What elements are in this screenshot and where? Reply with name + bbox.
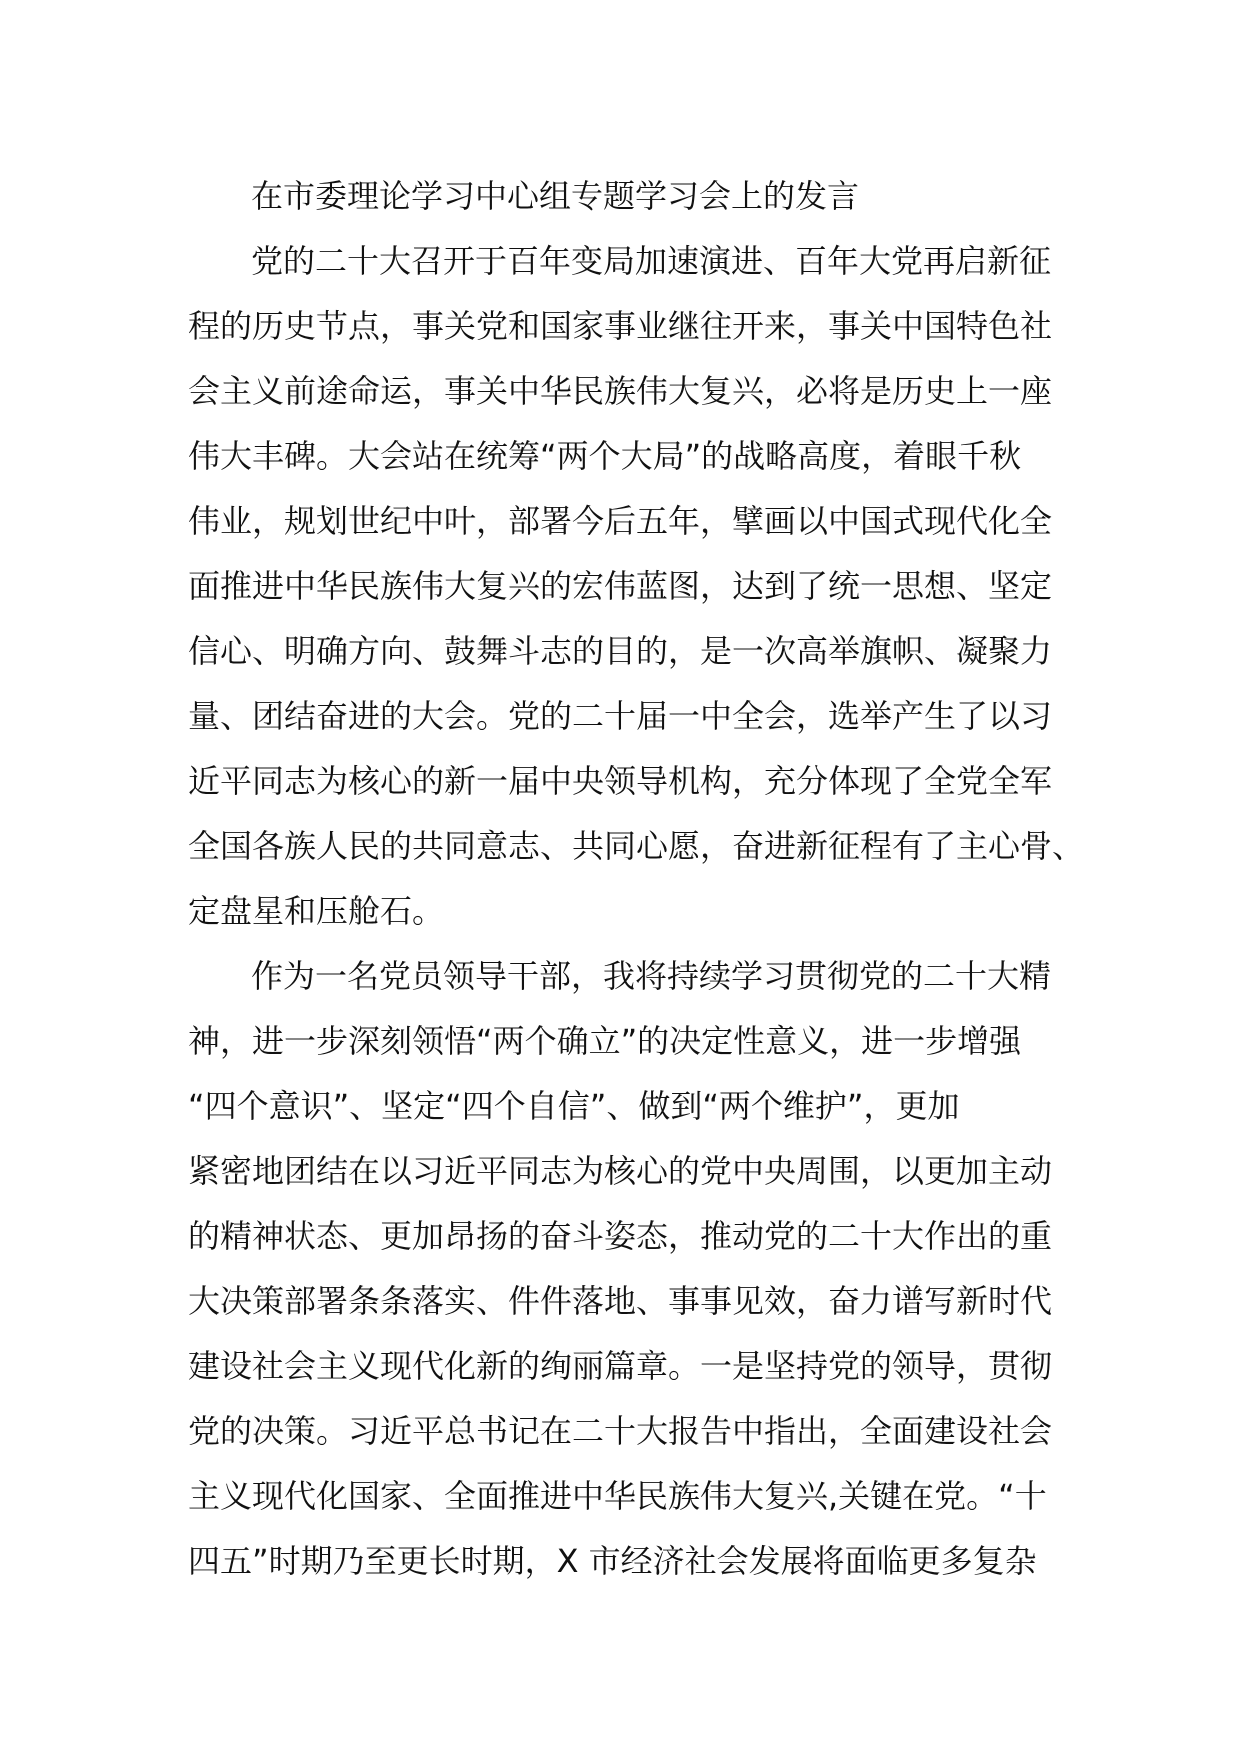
paragraph-line: 伟大丰碑。大会站在统筹“两个大局”的战略高度，着眼千秋 bbox=[188, 437, 1022, 475]
paragraph-line: 四五”时期乃至更长时期，X 市经济社会发展将面临更多复杂 bbox=[188, 1542, 1037, 1580]
paragraph-line: 定盘星和压舱石。 bbox=[188, 892, 445, 930]
paragraph-line: 作为一名党员领导干部，我将持续学习贯彻党的二十大精 bbox=[251, 957, 1052, 995]
paragraph-line: 程的历史节点，事关党和国家事业继往开来，事关中国特色社 bbox=[188, 307, 1053, 345]
paragraph-line: 建设社会主义现代化新的绚丽篇章。一是坚持党的领导，贯彻 bbox=[188, 1347, 1053, 1385]
document-title: 在市委理论学习中心组专题学习会上的发言 bbox=[251, 177, 860, 215]
paragraph-2 bbox=[188, 944, 1068, 1594]
paragraph-line: 会主义前途命运，事关中华民族伟大复兴，必将是历史上一座 bbox=[188, 372, 1053, 410]
paragraph-line: 信心、明确方向、鼓舞斗志的目的，是一次高举旗帜、凝聚力 bbox=[188, 632, 1053, 670]
paragraph-line: “四个意识”、坚定“四个自信”、做到“两个维护”，更加 bbox=[188, 1087, 960, 1125]
paragraph-1 bbox=[188, 229, 1085, 944]
paragraph-line: 大决策部署条条落实、件件落地、事事见效，奋力谱写新时代 bbox=[188, 1282, 1053, 1320]
paragraph-line: 量、团结奋进的大会。党的二十届一中全会，选举产生了以习 bbox=[188, 697, 1053, 735]
paragraph-line: 近平同志为核心的新一届中央领导机构，充分体现了全党全军 bbox=[188, 762, 1053, 800]
paragraph-line: 全国各族人民的共同意志、共同心愿，奋进新征程有了主心骨、 bbox=[188, 827, 1085, 865]
paragraph-line: 面推进中华民族伟大复兴的宏伟蓝图，达到了统一思想、坚定 bbox=[188, 567, 1053, 605]
paragraph-line: 党的决策。习近平总书记在二十大报告中指出，全面建设社会 bbox=[188, 1412, 1053, 1450]
paragraph-line: 神，进一步深刻领悟“两个确立”的决定性意义，进一步增强 bbox=[188, 1022, 1022, 1060]
paragraph-line: 的精神状态、更加昂扬的奋斗姿态，推动党的二十大作出的重 bbox=[188, 1217, 1053, 1255]
paragraph-line: 紧密地团结在以习近平同志为核心的党中央周围，以更加主动 bbox=[188, 1152, 1053, 1190]
paragraph-line: 伟业，规划世纪中叶，部署今后五年，擘画以中国式现代化全 bbox=[188, 502, 1053, 540]
paragraph-line: 主义现代化国家、全面推进中华民族伟大复兴,关键在党。“十 bbox=[188, 1477, 1047, 1515]
paragraph-line: 党的二十大召开于百年变局加速演进、百年大党再启新征 bbox=[251, 242, 1052, 280]
document-body bbox=[188, 164, 1085, 1594]
